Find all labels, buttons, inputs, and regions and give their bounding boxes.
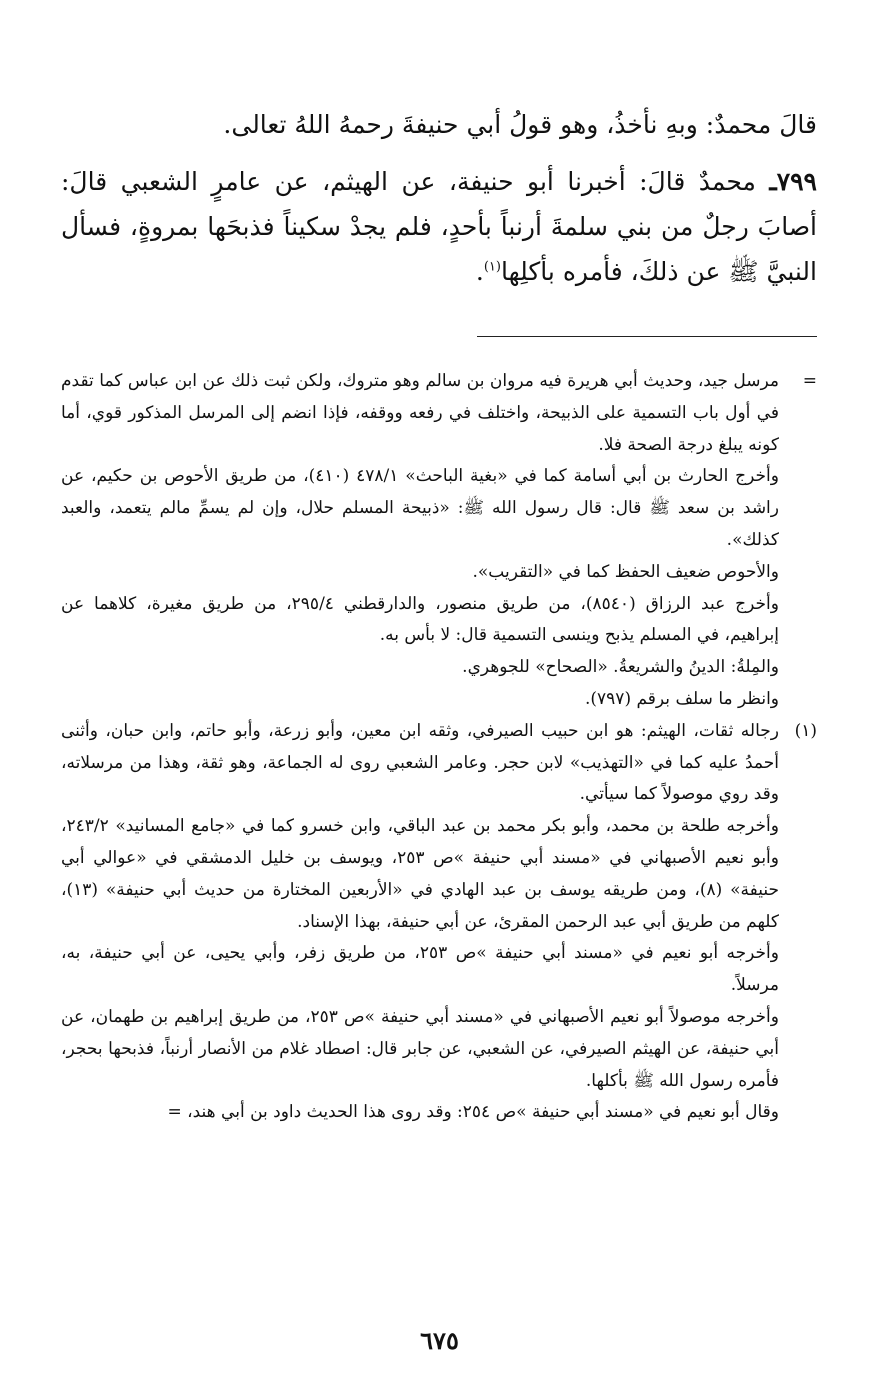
footnote-paragraph: وقال أبو نعيم في «مسند أبي حنيفة »ص ٢٥٤: وقد روى هذا الحديث داود بن أبي هند، = (167, 1102, 779, 1123)
footnote-paragraph: وأخرج عبد الرزاق (٨٥٤٠)، من طريق منصور، والدارقطني ٢٩٥/٤، من طريق مغيرة، كلاهما عن إبراهيم، في المسلم يذبح وينسى التسمية قال: لا بأس به. (61, 593, 779, 646)
hadith-end: . (475, 257, 484, 286)
hadith-799 (61, 159, 817, 294)
footnote-paragraph: والمِلةُ: الدينُ والشريعةُ. «الصحاح» للجوهري. (462, 657, 779, 678)
main-text (61, 102, 817, 294)
footnote-paragraph: والأحوص ضعيف الحفظ كما في «التقريب». (472, 561, 779, 582)
footnote-reference: (١) (483, 259, 501, 275)
footnote-divider (477, 336, 817, 337)
footnote-paragraph: وأخرج الحارث بن أبي أسامة كما في «بغية الباحث» ٤٧٨/١ (٤١٠)، من طريق الأحوص بن حكيم، عن راشد بن سعد ﷺ قال: قال رسول الله ﷺ: «ذبيحة المسلم حلال، وإن لم يسمِّ مالم يتعمد، والعبد كذلك». (61, 466, 779, 550)
footnote-paragraph: وأخرجه موصولاً أبو نعيم الأصبهاني في «مسند أبي حنيفة »ص ٢٥٣، من طريق إبراهيم بن طهمان، عن أبي حنيفة، عن الهيثم الصيرفي، عن الشعبي، عن جابر قال: اصطاد غلام من الأنصار أرنباً، فذبحها بحجر، فأمره رسول الله ﷺ بأكلها. (61, 1006, 779, 1091)
footnotes (61, 366, 817, 1129)
footnote-paragraph: مرسل جيد، وحديث أبي هريرة فيه مروان بن سالم وهو متروك، ولكن ثبت ذلك عن ابن عباس كما تقدم في أول باب التسمية على الذبيحة، واختلف في رفعه ووقفه، فإذا انضم إلى المرسل المذكور قوي، أما كونه يبلغ درجة الصحة فلا. (61, 371, 779, 455)
hadith-text: محمدٌ قالَ: أخبرنا أبو حنيفة، عن الهيثم، عن عامرٍ الشعبي قالَ: أصابَ رجلٌ من بني سلمةَ أرنباً بأحدٍ، فلم يجدْ سكيناً فذبحَها بمروةٍ، فسأل النبيَّ ﷺ عن ذلكَ، فأمره بأكلِها (61, 167, 817, 286)
footnote-paragraph: رجاله ثقات، الهيثم: هو ابن حبيب الصيرفي، وثقه ابن معين، وأبو زرعة، وأبو حاتم، وابن حبان، وأثنى أحمدُ عليه كما في «التهذيب» لابن حجر. وعامر الشعبي روى له الجماعة، وهو ثقة، وهذا من مرسلاته، وقد روي موصولاً كما سيأتي. (61, 720, 779, 805)
page-number: ٦٧٥ (420, 1326, 459, 1355)
footnote-paragraph: وأخرجه أبو نعيم في «مسند أبي حنيفة »ص ٢٥٣، من طريق زفر، وأبي يحيى، عن أبي حنيفة، به، مرسلاً. (61, 943, 779, 996)
footnote-1 (61, 716, 817, 1129)
author-statement: قالَ محمدٌ: وبهِ نأخذُ، وهو قولُ أبي حنيفةَ رحمهُ اللهُ تعالى. (223, 110, 817, 139)
footnote-paragraph: وأخرجه طلحة بن محمد، وأبو بكر محمد بن عبد الباقي، وابن خسرو كما في «جامع المسانيد» ٢٤٣/٢، وأبو نعيم الأصبهاني في «مسند أبي حنيفة »ص ٢٥٣، ويوسف بن خليل الدمشقي في «عوالي أبي حنيفة» (٨)، ومن طريقه يوسف بن عبد الهادي في «الأربعين المختارة من حديث أبي حنيفة» (١٣)، كلهم من طريق أبي عبد الرحمن المقرئ، عن أبي حنيفة، بهذا الإسناد. (61, 816, 780, 932)
hadith-number: ٧٩٩ـ (769, 167, 817, 196)
continuation-marker: = (802, 371, 817, 391)
footnote-1-marker: (١) (794, 720, 817, 741)
footnote-continuation (61, 366, 817, 716)
footnote-paragraph: وانظر ما سلف برقم (٧٩٧). (585, 688, 779, 709)
